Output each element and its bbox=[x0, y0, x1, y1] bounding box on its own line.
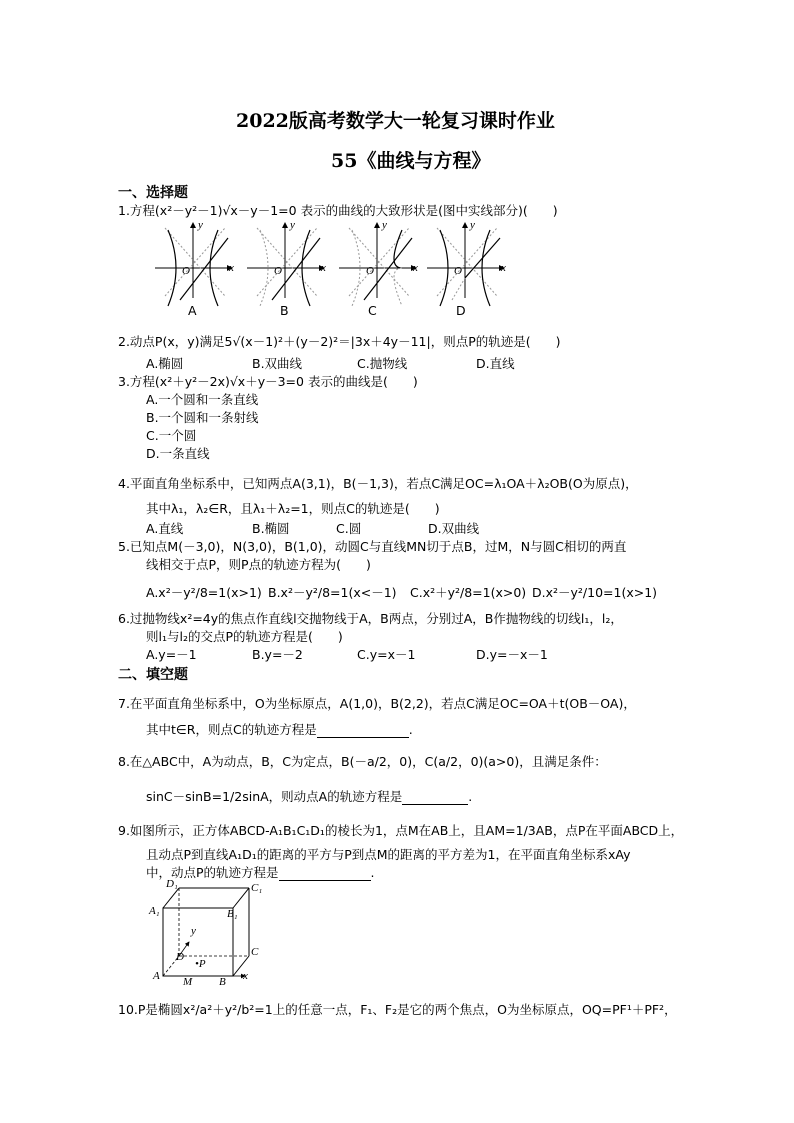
q5-option-d: D.x²－y²/10=1(x>1) bbox=[532, 585, 658, 600]
q9-text-line2: 且动点P到直线A₁D₁的距离的平方与P到点M的距离的平方差为1，在平面直角坐标系xAy bbox=[146, 847, 631, 862]
q1-figure-c bbox=[339, 223, 416, 306]
q1-axis-y-c: y bbox=[382, 219, 387, 231]
q5-text-line2: 线相交于点P，则P点的轨迹方程为( ) bbox=[146, 557, 371, 572]
q9-answer-blank[interactable] bbox=[279, 867, 371, 881]
q10-text: 10.P是椭圆x²/a²＋y²/b²=1上的任意一点，F₁、F₂是它的两个焦点，O为坐标原点，OQ=PF¹＋PF²， bbox=[118, 1002, 677, 1017]
q1-figure-a bbox=[155, 223, 232, 306]
q4-option-c: C.圆 bbox=[336, 521, 362, 536]
q1-axis-x-a: x bbox=[229, 262, 234, 274]
q4-option-b: B.椭圆 bbox=[252, 521, 290, 536]
q3-option-b: B.一个圆和一条射线 bbox=[146, 410, 259, 425]
q3-text: 3.方程(x²＋y²－2x)√x＋y－3=0 表示的曲线是( ) bbox=[118, 374, 418, 389]
q9-label-a: A bbox=[153, 970, 160, 982]
q1-origin-a: O bbox=[182, 265, 190, 277]
q1-axis-y-a: y bbox=[198, 219, 203, 231]
q2-option-a: A.椭圆 bbox=[146, 356, 184, 371]
q4-option-d: D.双曲线 bbox=[428, 521, 480, 536]
q9-label-b: B bbox=[219, 976, 226, 988]
q1-figure-b bbox=[247, 223, 324, 306]
q5-text-line1: 5.已知点M(－3,0)，N(3,0)，B(1,0)，动圆C与直线MN切于点B，过M，N与圆C相切的两直 bbox=[118, 539, 627, 554]
q9-label-x: x bbox=[243, 970, 248, 982]
q4-text-line2: 其中λ₁，λ₂∈R，且λ₁＋λ₂=1，则点C的轨迹是( ) bbox=[146, 501, 440, 516]
page-subtitle: 55《曲线与方程》 bbox=[331, 150, 491, 172]
q6-option-a: A.y=－1 bbox=[146, 647, 197, 662]
q1-figure-d bbox=[427, 223, 504, 306]
q2-text: 2.动点P(x，y)满足5√(x－1)²＋(y－2)²＝|3x＋4y－11|，则点P的轨迹是( ) bbox=[118, 334, 561, 349]
q8-text-line1: 8.在△ABC中，A为动点，B，C为定点，B(－a/2，0)，C(a/2，0)(a>0)，且满足条件： bbox=[118, 754, 607, 769]
q5-option-c: C.x²＋y²/8=1(x>0) bbox=[410, 585, 527, 600]
section-choice: 一、选择题 bbox=[118, 185, 188, 201]
q9-label-c: C bbox=[251, 946, 259, 958]
q8-line2-text: sinC－sinB=1/2sinA，则动点A的轨迹方程是 bbox=[146, 789, 403, 804]
q1-axis-x-d: x bbox=[501, 262, 506, 274]
q2-option-d: D.直线 bbox=[476, 356, 515, 371]
q3-option-c: C.一个圆 bbox=[146, 428, 197, 443]
q1-axis-y-b: y bbox=[290, 219, 295, 231]
q1-label-d: D bbox=[456, 303, 466, 318]
q9-label-d1: D₁ bbox=[166, 878, 178, 890]
q7-answer-blank[interactable] bbox=[317, 724, 409, 738]
q7-line2-text: 其中t∈R，则点C的轨迹方程是 bbox=[146, 722, 317, 737]
q7-text-line1: 7.在平面直角坐标系中，O为坐标原点，A(1,0)，B(2,2)，若点C满足OC=OA＋t(OB－OA)， bbox=[118, 696, 636, 711]
q4-text-line1: 4.平面直角坐标系中，已知两点A(3,1)，B(－1,3)，若点C满足OC=λ₁OA＋λ₂OB(O为原点)， bbox=[118, 476, 638, 491]
q9-text-line3: 中，动点P的轨迹方程是 . bbox=[146, 865, 375, 880]
q5-option-b: B.x²－y²/8=1(x<－1) bbox=[268, 585, 397, 600]
q7-text-line2: 其中t∈R，则点C的轨迹方程是 . bbox=[146, 722, 413, 737]
q3-option-d: D.一条直线 bbox=[146, 446, 210, 461]
q9-text-line1: 9.如图所示，正方体ABCD-A₁B₁C₁D₁的棱长为1，点M在AB上，且AM=1/3AB，点P在平面ABCD上， bbox=[118, 823, 684, 838]
q3-option-a: A.一个圆和一条直线 bbox=[146, 392, 259, 407]
q1-label-a: A bbox=[188, 303, 197, 318]
q1-origin-c: O bbox=[366, 265, 374, 277]
q1-origin-b: O bbox=[274, 265, 282, 277]
q9-label-m: M bbox=[183, 976, 193, 988]
q5-option-a: A.x²－y²/8=1(x>1) bbox=[146, 585, 262, 600]
q6-text-line2: 则l₁与l₂的交点P的轨迹方程是( ) bbox=[146, 629, 343, 644]
q6-text-line1: 6.过抛物线x²=4y的焦点作直线l交抛物线于A，B两点，分别过A，B作抛物线的切线l₁，l₂， bbox=[118, 611, 623, 626]
q9-label-p: •P bbox=[195, 958, 206, 970]
q6-option-b: B.y=－2 bbox=[252, 647, 303, 662]
q9-label-y: y bbox=[191, 925, 196, 937]
page-title: 2022版高考数学大一轮复习课时作业 bbox=[236, 110, 555, 132]
q9-label-b1: B₁ bbox=[227, 908, 238, 920]
q1-axis-y-d: y bbox=[470, 219, 475, 231]
q9-label-d: D bbox=[176, 951, 184, 963]
q9-line3-text: 中，动点P的轨迹方程是 bbox=[146, 865, 279, 880]
q8-text-line2: sinC－sinB=1/2sinA，则动点A的轨迹方程是 . bbox=[146, 789, 473, 804]
q2-option-b: B.双曲线 bbox=[252, 356, 303, 371]
q2-option-c: C.抛物线 bbox=[357, 356, 408, 371]
q6-option-c: C.y=x－1 bbox=[357, 647, 416, 662]
section-fill: 二、填空题 bbox=[118, 667, 188, 683]
q8-answer-blank[interactable] bbox=[402, 791, 468, 805]
q1-text: 1.方程(x²－y²－1)√x－y－1=0 表示的曲线的大致形状是(图中实线部分)( ) bbox=[118, 203, 558, 218]
q1-label-c: C bbox=[368, 303, 377, 318]
q1-axis-x-c: x bbox=[413, 262, 418, 274]
q9-label-c1: C₁ bbox=[251, 882, 263, 894]
q1-axis-x-b: x bbox=[321, 262, 326, 274]
q9-label-a1: A₁ bbox=[149, 905, 160, 917]
q6-option-d: D.y=－x－1 bbox=[476, 647, 548, 662]
q4-option-a: A.直线 bbox=[146, 521, 184, 536]
q1-origin-d: O bbox=[454, 265, 462, 277]
q1-label-b: B bbox=[280, 303, 289, 318]
